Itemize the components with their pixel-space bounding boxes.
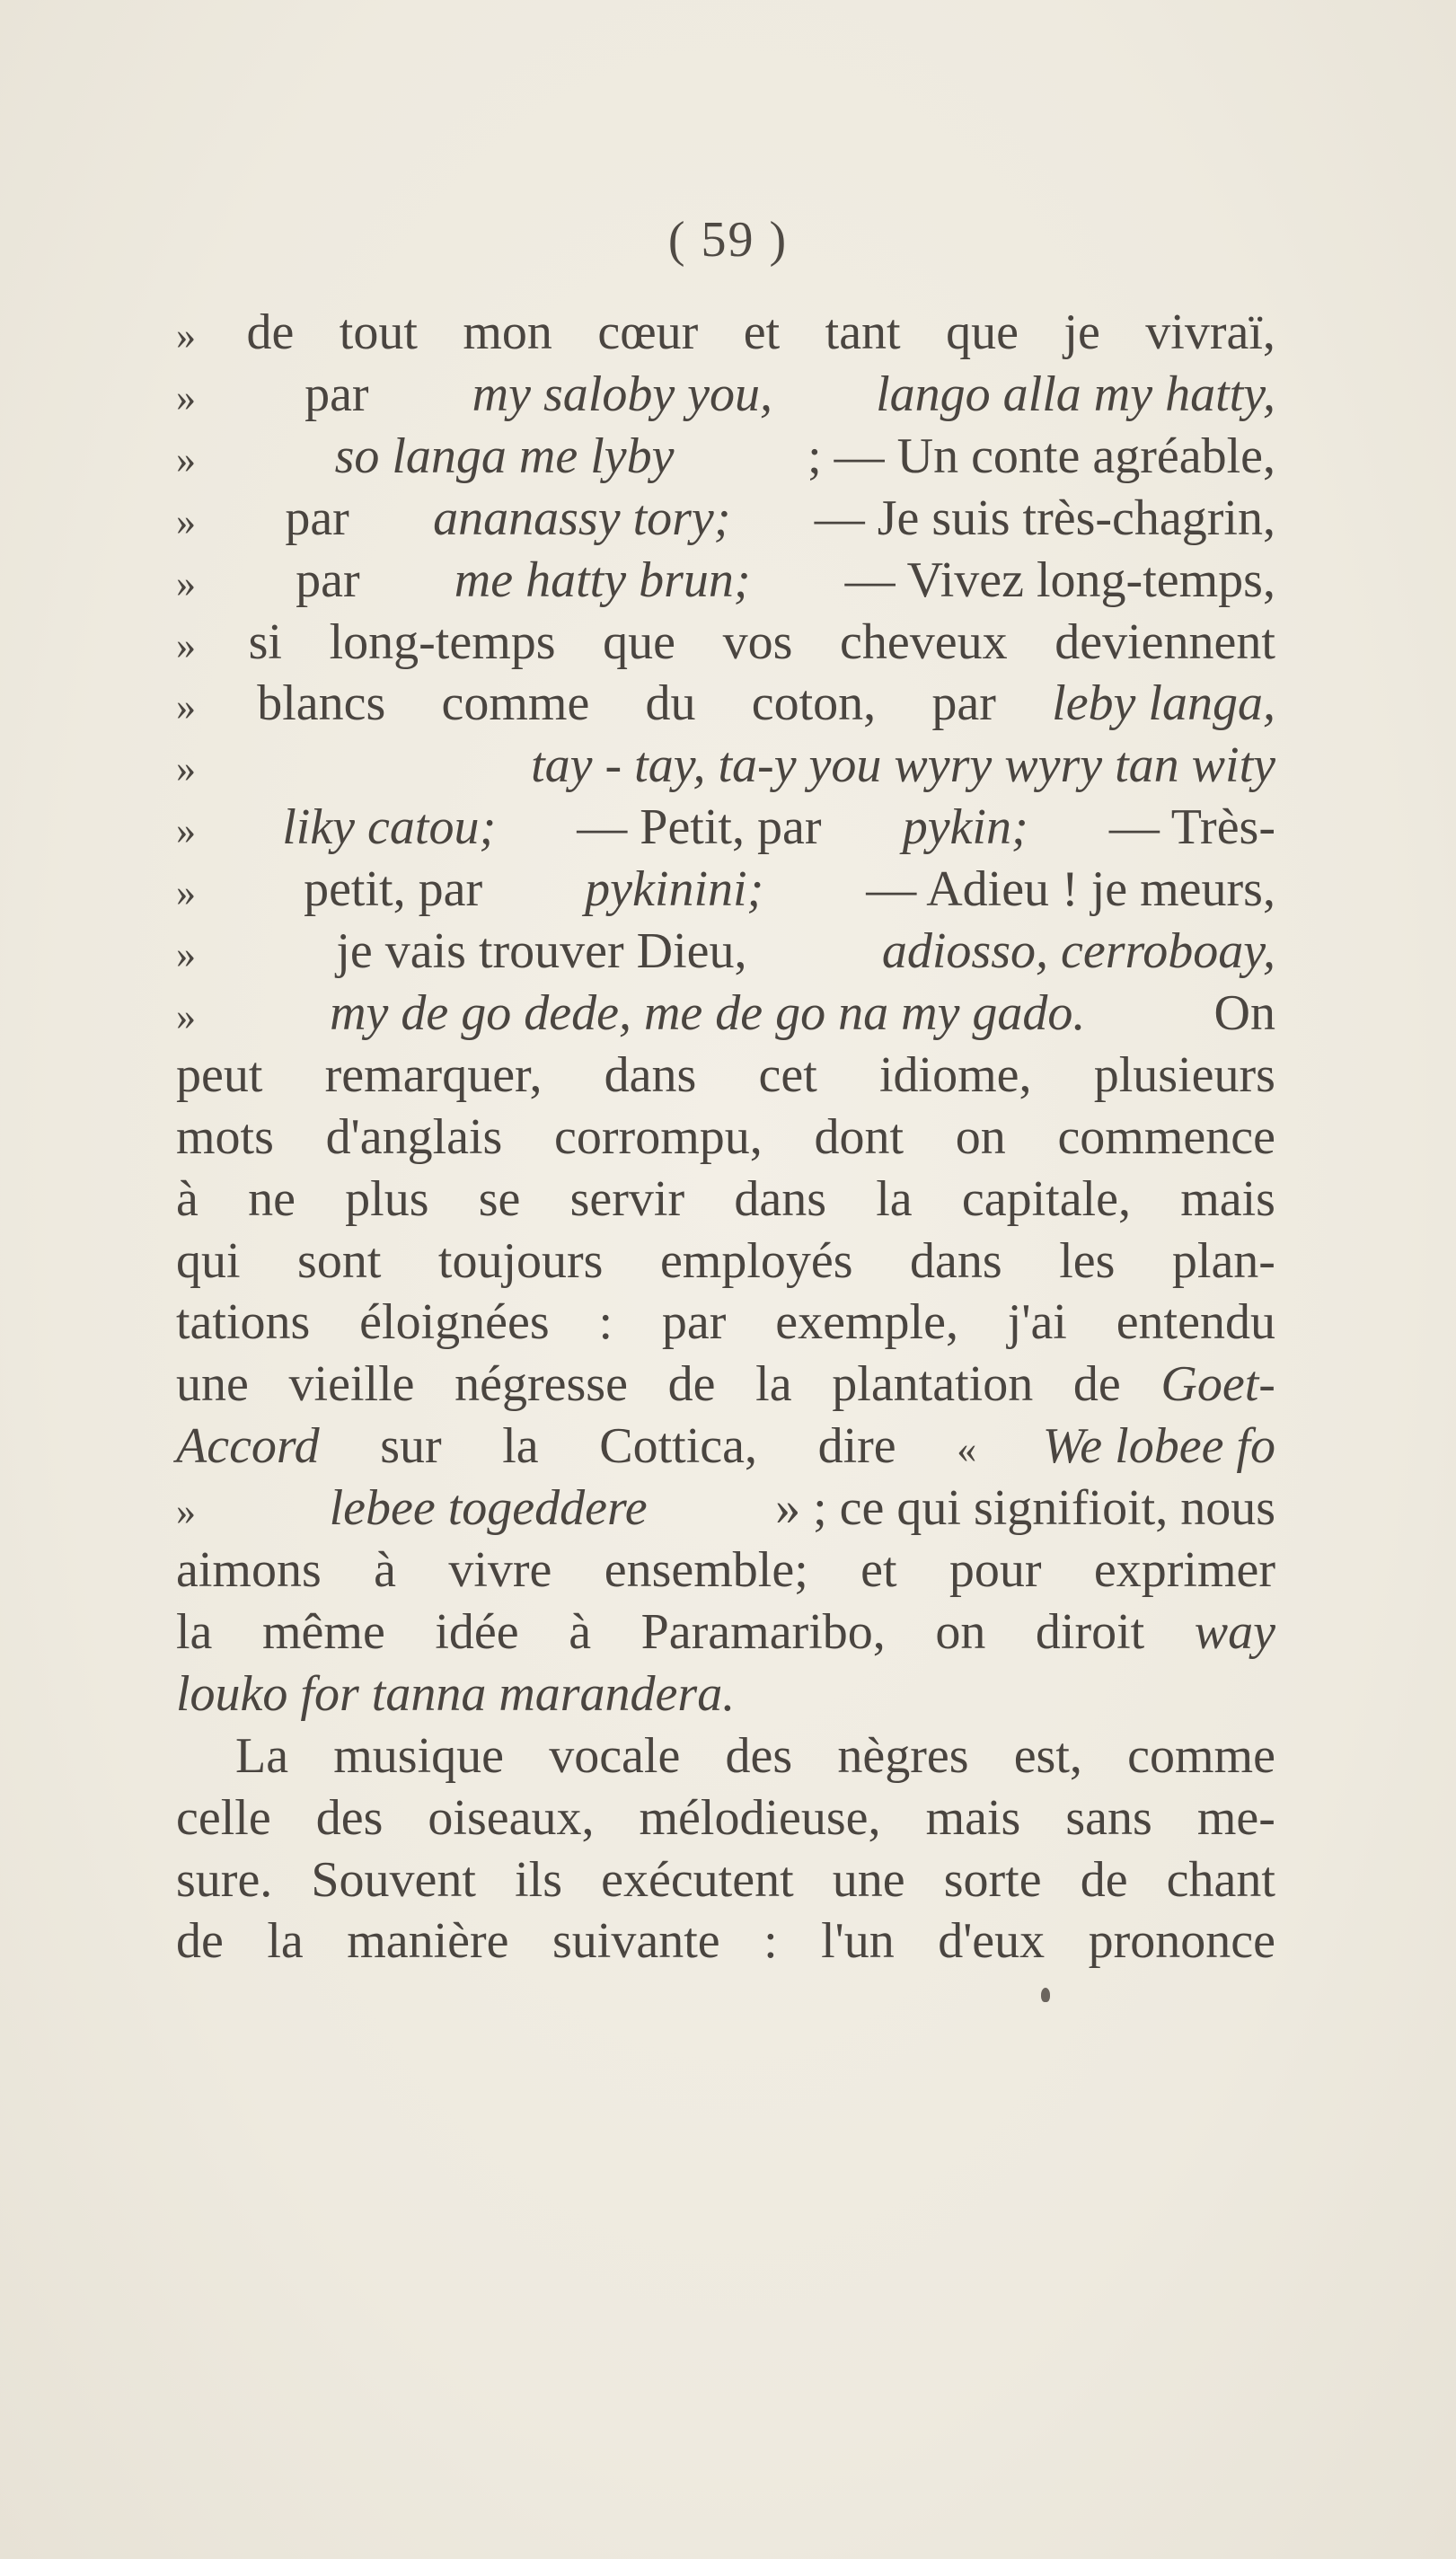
word: idée [435,1603,519,1660]
text-line [176,1849,1275,1911]
word: à [569,1603,592,1660]
italic-phrase: Accord [176,1418,320,1475]
word: l'un [821,1913,895,1970]
word: plan- [1171,1232,1275,1289]
word: cheveux [840,613,1008,670]
ink-spot [1041,1988,1050,2002]
word: et [860,1542,897,1598]
word: tant [825,304,901,360]
italic-phrase: way [1194,1603,1275,1660]
word: et [743,304,781,360]
word: » ; ce qui signifioit, nous [775,1480,1275,1537]
text-line [176,1787,1275,1849]
word: cœur [597,304,699,360]
word: même [261,1603,385,1660]
word: Cottica, [599,1418,757,1475]
word: ne [248,1170,296,1227]
word: sure. [176,1851,273,1908]
word: à [374,1542,396,1598]
word: vocale [549,1727,681,1784]
text-line [176,363,1275,426]
word: oiseaux, [428,1789,595,1846]
word: mais [1180,1170,1275,1227]
word: les [1059,1232,1116,1289]
word: plusieurs [1093,1046,1275,1103]
text-line [176,611,1275,674]
word: une [832,1851,905,1908]
word: des [725,1727,793,1784]
word: Paramaribo, [640,1603,886,1660]
word: de [176,1913,224,1970]
word: que [603,613,676,670]
word: ils [515,1851,562,1908]
text-line [176,1168,1275,1231]
word: je [1063,304,1100,360]
word: : [763,1913,778,1970]
word: dans [910,1232,1002,1289]
word: la [176,1603,213,1660]
word: on [935,1603,986,1660]
word: j'ai [1007,1294,1067,1351]
word: » [176,622,196,667]
word: nègres [837,1727,969,1784]
word: » [176,499,196,543]
word: se [478,1170,521,1227]
text-line [176,1663,1275,1725]
word: que [946,304,1019,360]
text-line [176,1477,1275,1540]
word: comme [441,675,590,732]
word: mots [176,1108,274,1165]
word: exécutent [601,1851,794,1908]
word: dans [604,1046,697,1103]
word: commence [1057,1108,1275,1165]
word: » [176,1489,196,1534]
word: musique [333,1727,505,1784]
word: du [645,675,696,732]
word: dire [817,1418,896,1475]
italic-phrase: my saloby you, [472,366,773,422]
word: est, [1013,1727,1082,1784]
text-line [176,549,1275,612]
text-line [176,858,1275,921]
word: exemple, [775,1294,958,1351]
text-line [235,1725,1275,1787]
word: prononce [1088,1913,1275,1970]
word: mélodieuse, [639,1789,881,1846]
word: d'anglais [325,1108,503,1165]
word: La [235,1727,289,1784]
word: servir [569,1170,685,1227]
word: long-temps [329,613,556,670]
word: entendu [1116,1294,1275,1351]
word: plus [345,1170,429,1227]
word: aimons [176,1542,322,1598]
word: dans [734,1170,826,1227]
word: de [667,1356,716,1413]
text-line [176,487,1275,550]
word: » [176,437,196,481]
word: diroit [1035,1603,1145,1660]
word: remarquer, [324,1046,543,1103]
word: toujours [437,1232,604,1289]
text-line [176,1106,1275,1169]
word: — Petit, par [577,799,822,856]
italic-phrase: We lobee fo [1042,1418,1275,1475]
word: » [176,684,196,729]
word: idiome, [879,1046,1032,1103]
word: des [315,1789,384,1846]
text-line [176,796,1275,859]
word: » [176,932,196,976]
word: » [176,375,196,419]
word: éloignées [359,1294,550,1351]
word: : [598,1294,613,1351]
italic-phrase: tay - tay, ta-y you wyry wyry tan wity [531,737,1275,794]
word: On [1213,984,1275,1041]
word: corrompu, [554,1108,763,1165]
word: « [957,1427,977,1472]
word: dont [814,1108,904,1165]
word: » [176,746,196,791]
word: cet [758,1046,817,1103]
word: par [304,366,369,422]
text-line [176,1044,1275,1107]
word: petit, par [304,861,483,918]
word: vivraï, [1145,304,1275,360]
word: d'eux [938,1913,1046,1970]
word: » [176,313,196,357]
word: » [176,870,196,915]
word: vos [722,613,793,670]
text-line [176,920,1275,983]
word: » [176,993,196,1038]
word: deviennent [1054,613,1275,670]
word: sorte [943,1851,1042,1908]
word: suivante [552,1913,720,1970]
word: mais [925,1789,1021,1846]
word: me- [1196,1789,1275,1846]
word: plantation [832,1356,1034,1413]
word: tout [339,304,418,360]
word: vieille [288,1356,415,1413]
word: Souvent [311,1851,476,1908]
italic-phrase: adiosso, cerroboay, [881,923,1275,979]
word: employés [659,1232,853,1289]
word: sont [297,1232,382,1289]
word: — Je suis très-chagrin, [814,490,1275,546]
word: qui [176,1232,241,1289]
word: par [661,1294,727,1351]
word: peut [176,1046,263,1103]
text-line [176,982,1275,1045]
italic-phrase: lebee togeddere [329,1480,648,1537]
italic-phrase: pykinini; [585,861,764,918]
text-line [176,672,1275,735]
word: je vais trouver Dieu, [336,923,747,979]
word: blancs [257,675,386,732]
word: par [931,675,996,732]
word: chant [1166,1851,1275,1908]
italic-phrase: my de go dede, me de go na my gado. [330,984,1086,1041]
italic-phrase: so langa me lyby [334,428,675,484]
italic-phrase: lango alla my hatty, [876,366,1275,422]
word: la [502,1418,539,1475]
word: — Adieu ! je meurs, [866,861,1275,918]
text-line [176,1230,1275,1293]
italic-phrase: pykin; [902,799,1028,856]
word: à [176,1170,199,1227]
word: vivre [448,1542,552,1598]
word: mon [463,304,552,360]
italic-phrase: me hatty brun; [454,552,751,608]
word: négresse [454,1356,628,1413]
italic-phrase: Goet- [1160,1356,1275,1413]
word: si [248,613,282,670]
text-line [176,1910,1275,1972]
word: par [285,490,349,546]
word: — Vivez long-temps, [844,552,1275,608]
word: de [1080,1851,1128,1908]
text-line [176,1291,1275,1354]
word: la [876,1170,913,1227]
italic-phrase: leby langa, [1052,675,1275,732]
word: sur [380,1418,442,1475]
text-line [176,1415,1275,1478]
text-line [176,425,1275,488]
word: manière [347,1913,509,1970]
italic-phrase: liky catou; [282,799,497,856]
word: coton, [751,675,877,732]
word: une [176,1356,249,1413]
word: celle [176,1789,271,1846]
page-number: ( 59 ) [667,212,789,268]
word: par [296,552,360,608]
text-line [176,1353,1275,1416]
word: — Très- [1108,799,1275,856]
word: comme [1127,1727,1275,1784]
word: la [267,1913,304,1970]
italic-phrase: ananassy tory; [433,490,731,546]
word: capitale, [961,1170,1131,1227]
text-line [176,1601,1275,1663]
word: de [246,304,295,360]
word: on [955,1108,1006,1165]
word: de [1072,1356,1121,1413]
italic-phrase: louko for tanna marandera. [176,1665,736,1722]
text-line [176,301,1275,364]
text-line [176,1539,1275,1602]
word: sans [1065,1789,1152,1846]
word: ; — Un conte agréable, [807,428,1275,484]
word: pour [949,1542,1042,1598]
word: la [755,1356,792,1413]
word: » [176,560,196,605]
text-line [176,734,1275,797]
word: exprimer [1093,1542,1275,1598]
word: ensemble; [604,1542,808,1598]
word: tations [176,1294,311,1351]
word: » [176,808,196,853]
